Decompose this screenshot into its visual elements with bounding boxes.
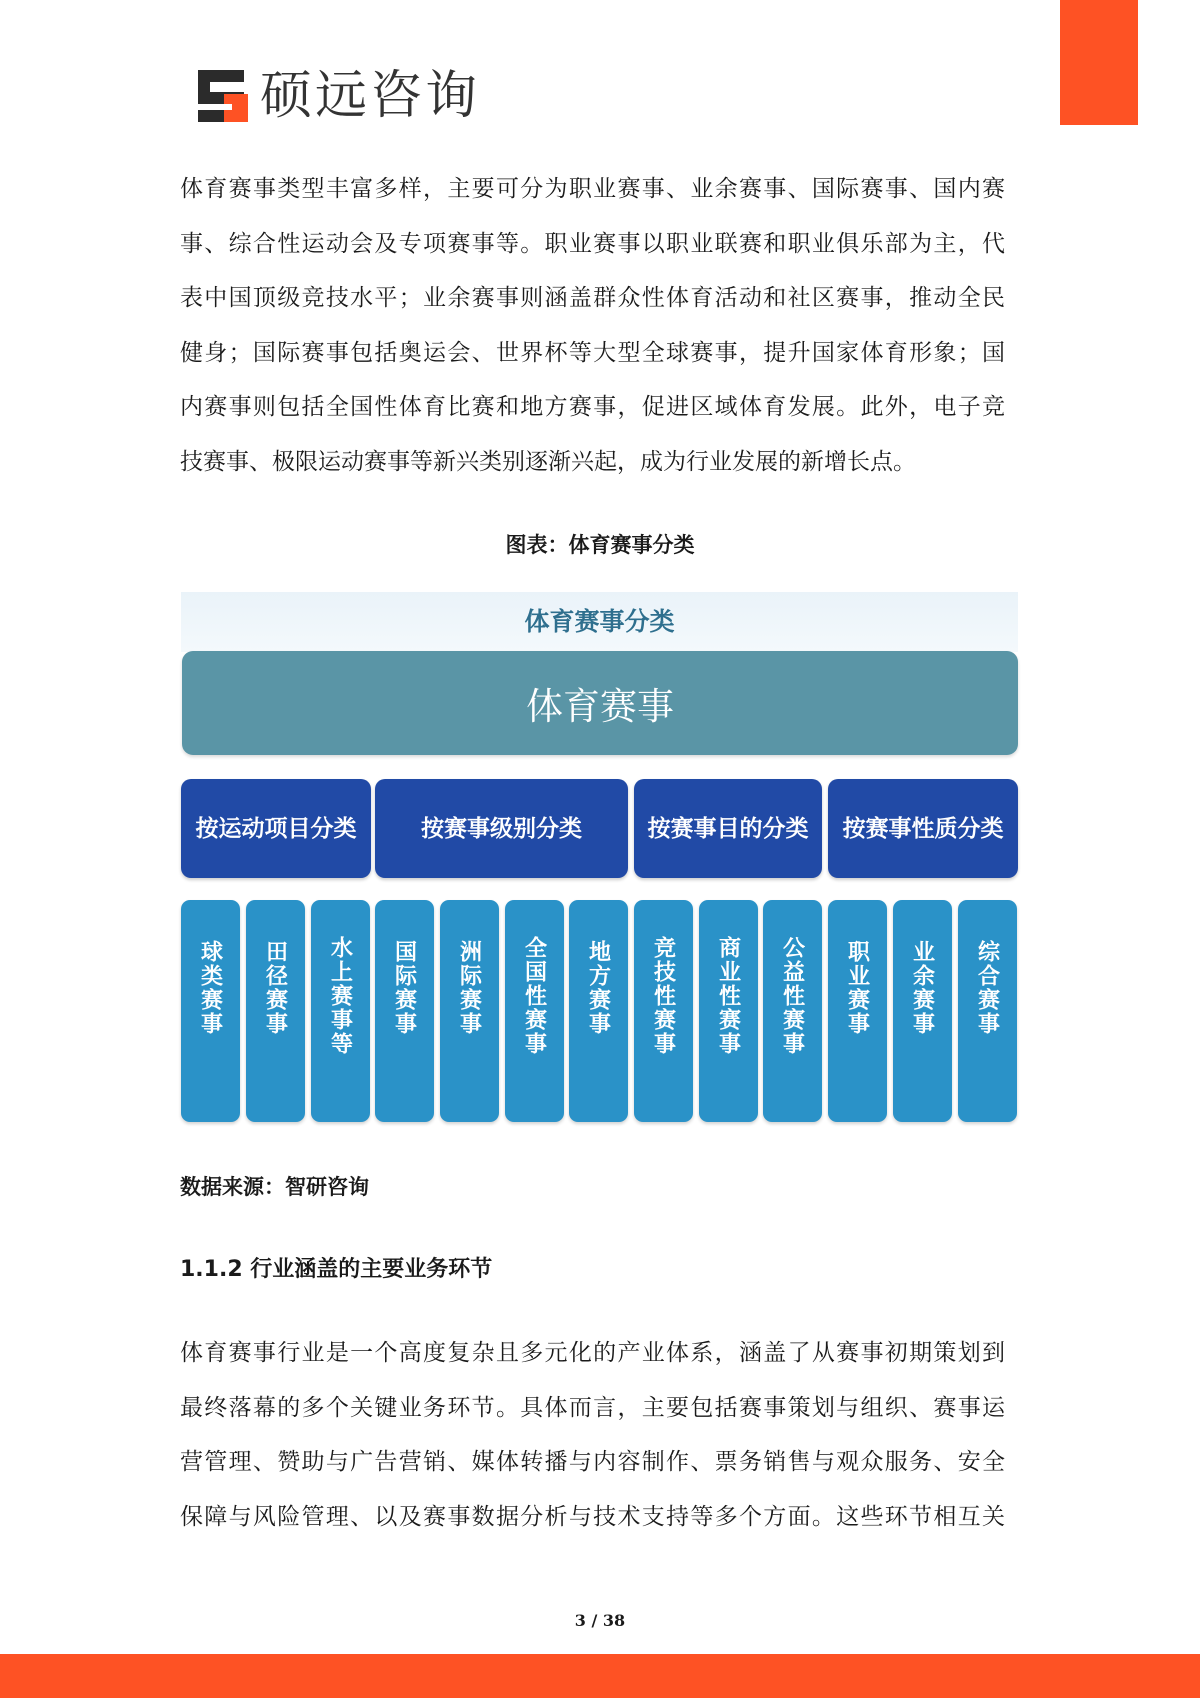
classification-diagram bbox=[181, 592, 1018, 1122]
data-source: 数据来源：智研咨询 bbox=[180, 1175, 369, 1199]
category-node-sport: 按运动项目分类 bbox=[181, 779, 371, 878]
section-heading: 1.1.2 行业涵盖的主要业务环节 bbox=[180, 1257, 493, 1282]
leaf-node: 国际赛事 bbox=[375, 900, 434, 1122]
footer-accent-bar bbox=[0, 1654, 1200, 1698]
brand-name: 硕远咨询 bbox=[260, 66, 481, 126]
intro-line: 体育赛事类型丰富多样，主要可分为职业赛事、业余赛事、国际赛事、国内赛 bbox=[180, 176, 1005, 202]
intro-line: 事、综合性运动会及专项赛事等。职业赛事以职业联赛和职业俱乐部为主，代 bbox=[180, 230, 1005, 257]
leaf-node: 球类赛事 bbox=[181, 900, 240, 1122]
page-number: 3 / 38 bbox=[574, 1611, 626, 1630]
leaf-node: 综合赛事 bbox=[958, 900, 1017, 1122]
section-line: 体育赛事行业是一个高度复杂且多元化的产业体系，涵盖了从赛事初期策划到 bbox=[180, 1340, 1005, 1366]
leaf-node: 公益性赛事 bbox=[763, 900, 822, 1122]
section-line: 最终落幕的多个关键业务环节。具体而言，主要包括赛事策划与组织、赛事运 bbox=[180, 1394, 1005, 1421]
intro-paragraph bbox=[180, 162, 1005, 489]
leaf-node: 洲际赛事 bbox=[440, 900, 499, 1122]
leaf-node: 商业性赛事 bbox=[699, 900, 758, 1122]
leaf-node: 业余赛事 bbox=[893, 900, 952, 1122]
leaf-node: 全国性赛事 bbox=[505, 900, 564, 1122]
category-node-nature: 按赛事性质分类 bbox=[828, 779, 1018, 878]
leaf-node: 田径赛事 bbox=[246, 900, 305, 1122]
section-paragraph bbox=[180, 1326, 1005, 1544]
intro-line: 内赛事则包括全国性体育比赛和地方赛事，促进区域体育发展。此外，电子竞 bbox=[180, 394, 1005, 420]
category-node-purpose: 按赛事目的分类 bbox=[634, 779, 822, 878]
intro-line: 表中国顶级竞技水平；业余赛事则涵盖群众性体育活动和社区赛事，推动全民 bbox=[180, 285, 1005, 311]
intro-line: 技赛事、极限运动赛事等新兴类别逐渐兴起，成为行业发展的新增长点。 bbox=[180, 448, 916, 475]
leaf-node: 职业赛事 bbox=[828, 900, 887, 1122]
leaf-node: 水上赛事等 bbox=[311, 900, 370, 1122]
category-node-level: 按赛事级别分类 bbox=[375, 779, 628, 878]
corner-accent-tab bbox=[1060, 0, 1138, 125]
brand-logo bbox=[194, 66, 480, 126]
section-line: 保障与风险管理、以及赛事数据分析与技术支持等多个方面。这些环节相互关 bbox=[180, 1503, 1005, 1530]
logo-mark-icon bbox=[194, 68, 250, 124]
figure-caption: 图表：体育赛事分类 bbox=[505, 533, 695, 557]
root-node: 体育赛事 bbox=[182, 651, 1018, 755]
intro-line: 健身；国际赛事包括奥运会、世界杯等大型全球赛事，提升国家体育形象；国 bbox=[180, 339, 1005, 366]
diagram-title: 体育赛事分类 bbox=[524, 607, 675, 636]
leaf-node: 竞技性赛事 bbox=[634, 900, 693, 1122]
section-line: 营管理、赞助与广告营销、媒体转播与内容制作、票务销售与观众服务、安全 bbox=[180, 1449, 1005, 1475]
leaf-node: 地方赛事 bbox=[569, 900, 628, 1122]
